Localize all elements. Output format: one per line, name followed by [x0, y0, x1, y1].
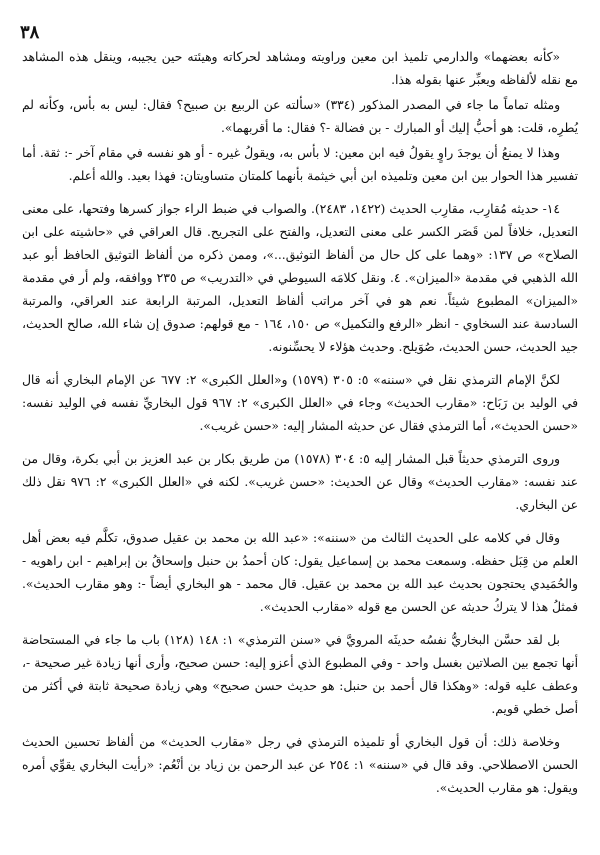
paragraph-2: ومثله تماماً ما جاء في المصدر المذكور (٣٣٤) «سألته عن الربيع بن صبيح؟ فقال: ليس به بأس، وكأنه لم يُطرِه، قلت: هو أحبُّ إليك أو المبارك - بن فضالة -؟ فقال: ما أقربهما». — [22, 98, 578, 135]
paragraph-1: «كأنه بعضهما» والدارمي تلميذ ابن معين وراويته ومشاهد لحركاته وهيئته حين يجيبه، وينقل هذه المشاهد مع نقله لألفاظه ويعبِّر عنها بقوله هذا. — [22, 50, 578, 87]
paragraph-3: وهذا لا يمنعُ أن يوجدَ راوٍ يقولُ فيه ابن معين: لا بأس به، ويقولُ غيره - أو هو نفسه في مقام آخر -: ثقة. أما تفسير هذا الحوار بين ابن معين وتلميذه ابن أبي خيثمة بأنهما كلمتان متساويتان: فهذا بعيد. والله أعلم. — [22, 146, 578, 183]
paragraph-9: وخلاصة ذلك: أن قول البخاري أو تلميذه الترمذي في رجل «مقارب الحديث» من ألفاظ تحسين الحديث الحسن الاصطلاحي. وقد قال في «سننه» ١: ٢٥٤ عن عبد الرحمن بن زياد بن أنْعُم: «رأيت البخاري يقوِّي أمره ويقول: هو مقارب الحديث». — [22, 735, 578, 795]
page-body — [22, 46, 578, 802]
paragraph-5: لكنَّ الإمام الترمذي نقل في «سننه» ٥: ٣٠٥ (١٥٧٩) و«العلل الكبرى» ٢: ٦٧٧ عن الإمام البخاري أنه قال في الوليد بن رَبَاح: «مقارب الحديث» وجاء في «العلل الكبرى» ٢: ٩٦٧ قول البخاريِّ نفسه في الوليد نفسه: «حسن الحديث»، أما الترمذي فقال عن حديثه المشار إليه: «حسن غريب». — [22, 373, 578, 433]
paragraph-6: وروى الترمذي حديثاً قبل المشار إليه ٥: ٣٠٤ (١٥٧٨) من طريق بكار بن عبد العزيز بن أبي بكرة، وقال من عند نفسه: «مقارب الحديث» وقال عن الحديث: «حسن غريب». لكنه في «العلل الكبرى» ٢: ٩٧٦ نقل ذلك عن البخاري. — [22, 452, 578, 512]
paragraph-8: بل لقد حسَّن البخاريُّ نفسُه حديثَه المرويَّ في «سنن الترمذي» ١: ١٤٨ (١٢٨) باب ما جاء في المستحاضة أنها تجمع بين الصلاتين بغسل واحد - وفي المطبوع الذي أعزو إليه: حسن صحيح، وأرى أنها زيادة غير صحيحة -، وعطف عليه قوله: «وهكذا قال أحمد بن حنبل: هو حديث حسن صحيح» وهي زيادة صحيحة ثابتة في أكثر من أصل خطي قويم. — [22, 633, 578, 716]
page-number: ٣٨ — [20, 22, 40, 43]
paragraph-7: وقال في كلامه على الحديث الثالث من «سننه»: «عبد الله بن محمد بن عقيل صدوق، تكلَّم فيه بعض أهل العلم من قِبَل حفظه. وسمعت محمد بن إسماعيل يقول: كان أحمدُ بن حنبل وإسحاقُ بن إبراهيم - ابن راهويه - والحُمَيدي يحتجون بحديث عبد الله بن محمد بن عقيل. قال محمد - هو البخاري أيضاً -: وهو مقارب الحديث». فمثلُ هذا لا يتركُ حديثه عن الحسن مع قوله «مقارب الحديث». — [22, 531, 578, 614]
paragraph-4: ١٤- حديثه مُقارِب، مقارِب الحديث (١٤٢٢، ٢٤٨٣). والصواب في ضبط الراء جواز كسرها وفتحها، على معنى التعديل، خلافاً لمن قَصَر الكسر على معنى التعديل، والفتح على التجريح. قال العراقي في «حاشيته على ابن الصلاح» ص ١٣٧: «وهما على كل حال من ألفاظ التوثيق...»، وممن ذكره من ألفاظ التوثيق الحافظ أبو عبد الله الذهبي في مقدمة «الميزان». ٤. ونقل كلامَه السيوطي في «التدريب» ص ٢٣٥ ووافقه، ولم أر في مقدمة «الميزان» المطبوع شيئاً. نعم هو في آخر مراتب ألفاظ التعديل، المرتبة الرابعة عند العراقي، والمرتبة السادسة عند السخاوي - انظر «الرفع والتكميل» ص ١٥٠، ١٦٤ - مع قولهم: صدوق إن شاء الله، صالح الحديث، جيد الحديث، حسن الحديث، صُوَيلح. وحديث هؤلاء لا يحسِّنونه. — [22, 202, 578, 354]
